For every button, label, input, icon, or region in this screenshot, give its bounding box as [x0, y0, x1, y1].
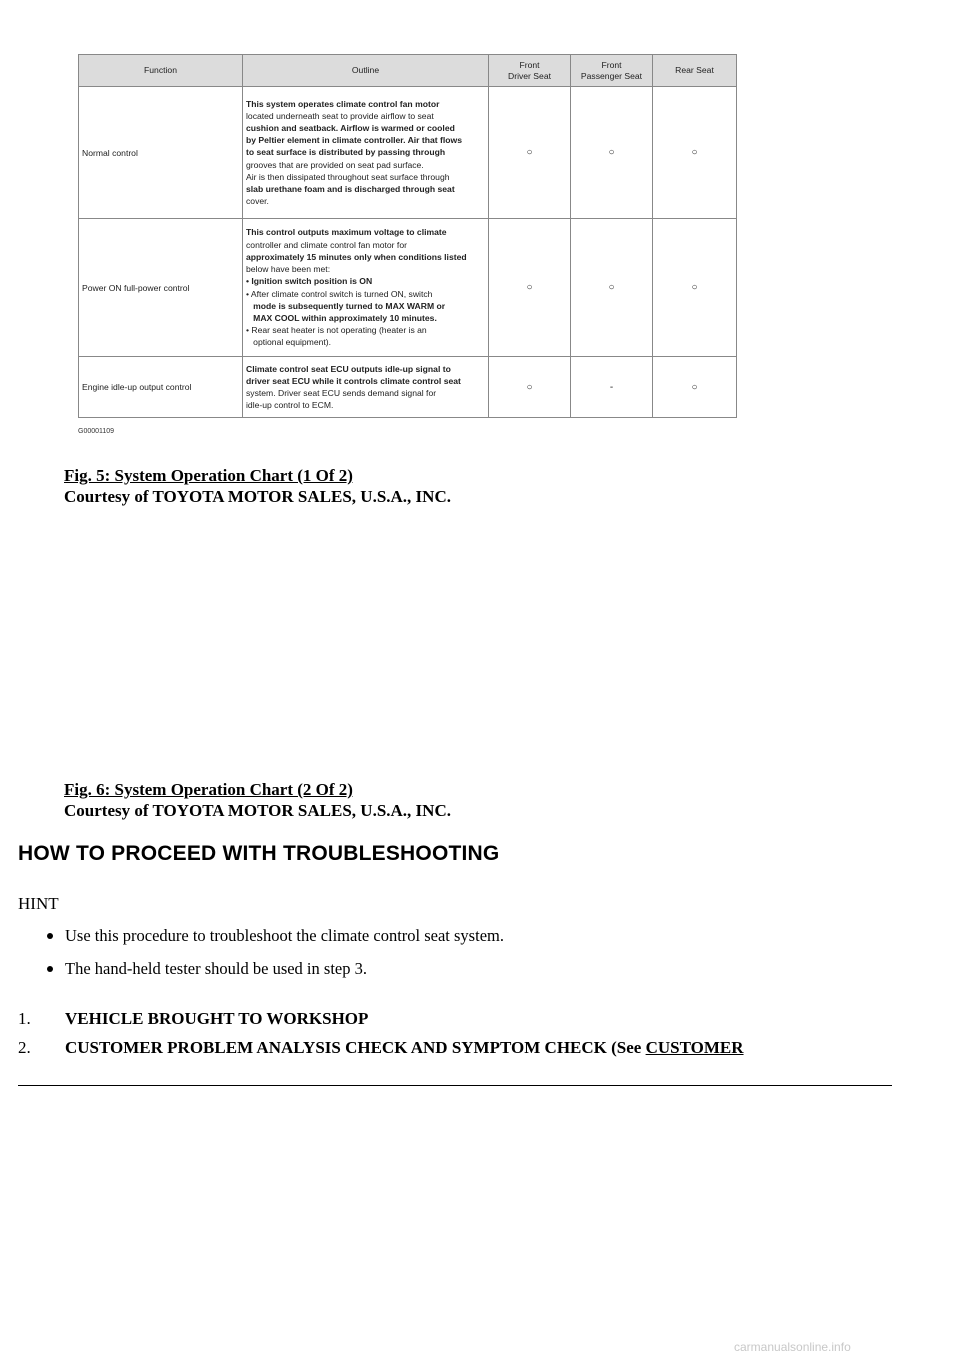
rear-seat-mark: ○ [653, 219, 737, 357]
outline-line: controller and climate control fan motor for [246, 239, 407, 250]
outline-line: to seat surface is distributed by passing through [246, 147, 446, 158]
header-front-passenger-seat: Front Passenger Seat [571, 55, 653, 87]
passenger-seat-mark: ○ [571, 87, 653, 219]
driver-seat-mark: ○ [489, 219, 571, 357]
outline-line: MAX COOL within approximately 10 minutes. [246, 312, 437, 323]
driver-seat-mark: ○ [489, 87, 571, 219]
outline-line: idle-up control to ECM. [246, 400, 334, 411]
outline-cell [243, 219, 489, 357]
procedure-steps [18, 1008, 744, 1066]
passenger-seat-mark: ○ [571, 219, 653, 357]
header-front-driver-seat: Front Driver Seat [489, 55, 571, 87]
fig6-courtesy: Courtesy of TOYOTA MOTOR SALES, U.S.A., INC. [64, 801, 451, 820]
system-operation-table [78, 54, 737, 418]
function-cell: Engine idle-up output control [79, 357, 243, 418]
list-item [47, 926, 504, 946]
function-cell: Power ON full-power control [79, 219, 243, 357]
driver-seat-mark: ○ [489, 357, 571, 418]
bullet-icon [47, 933, 53, 939]
outline-line: slab urethane foam and is discharged through seat [246, 184, 455, 194]
fig5-title-link[interactable]: Fig. 5: System Operation Chart (1 Of 2) [64, 466, 353, 485]
passenger-seat-mark: - [571, 357, 653, 418]
outline-line: Air is then dissipated throughout seat surface through [246, 171, 450, 182]
outline-line: cover. [246, 196, 269, 207]
step-item [18, 1008, 744, 1029]
outline-line: located underneath seat to provide airflow to seat [246, 110, 434, 121]
table-row [79, 219, 737, 357]
outline-line: This system operates climate control fan motor [246, 98, 440, 109]
outline-line: system. Driver seat ECU sends demand signal for [246, 388, 437, 398]
outline-cell [243, 87, 489, 219]
step-number: 1. [18, 1009, 31, 1028]
list-item [47, 959, 504, 979]
table-header-row [79, 55, 737, 87]
rear-seat-mark: ○ [653, 357, 737, 418]
step-text: CUSTOMER PROBLEM ANALYSIS CHECK AND SYMPTOM CHECK (See [65, 1038, 646, 1057]
step-number: 2. [18, 1038, 31, 1057]
bullet-icon [47, 966, 53, 972]
hint-list [47, 926, 504, 992]
step-text: VEHICLE BROUGHT TO WORKSHOP [65, 1009, 369, 1028]
header-rear-seat: Rear Seat [653, 55, 737, 87]
list-item-text: The hand-held tester should be used in step 3. [65, 959, 367, 978]
outline-line: driver seat ECU while it controls climate control seat [246, 375, 461, 386]
system-operation-chart-figure [78, 54, 738, 418]
header-outline: Outline [243, 55, 489, 87]
horizontal-rule [18, 1085, 892, 1086]
outline-line: Climate control seat ECU outputs idle-up signal to [246, 363, 451, 374]
rear-seat-mark: ○ [653, 87, 737, 219]
outline-line: • After climate control switch is turned ON, switch [246, 288, 433, 299]
fig5-courtesy: Courtesy of TOYOTA MOTOR SALES, U.S.A., INC. [64, 487, 451, 506]
header-function: Function [79, 55, 243, 87]
outline-line: mode is subsequently turned to MAX WARM or [246, 300, 446, 311]
customer-link[interactable]: CUSTOMER [645, 1038, 744, 1057]
outline-line: grooves that are provided on seat pad surface. [246, 159, 424, 170]
fig6-caption [64, 779, 451, 821]
outline-line: • Ignition switch position is ON [246, 276, 373, 287]
outline-line: This control outputs maximum voltage to climate [246, 227, 447, 238]
figure-code: G00001109 [78, 428, 115, 435]
step-item [18, 1037, 744, 1058]
outline-line: by Peltier element in climate controller. Air that flows [246, 135, 463, 146]
list-item-text: Use this procedure to troubleshoot the climate control seat system. [65, 926, 504, 945]
outline-line: cushion and seatback. Airflow is warmed or cooled [246, 122, 455, 133]
fig6-title-link[interactable]: Fig. 6: System Operation Chart (2 Of 2) [64, 780, 353, 799]
table-row [79, 357, 737, 418]
outline-line: optional equipment). [246, 337, 332, 348]
function-cell: Normal control [79, 87, 243, 219]
table-row [79, 87, 737, 219]
watermark: carmanualsonline.info [734, 1340, 851, 1354]
outline-line: approximately 15 minutes only when conditions listed [246, 251, 467, 262]
outline-cell [243, 357, 489, 418]
outline-line: • Rear seat heater is not operating (heater is an [246, 325, 427, 336]
outline-line: below have been met: [246, 264, 331, 275]
fig5-caption [64, 465, 451, 507]
hint-label: HINT [18, 894, 59, 913]
section-heading: HOW TO PROCEED WITH TROUBLESHOOTING [18, 842, 500, 865]
